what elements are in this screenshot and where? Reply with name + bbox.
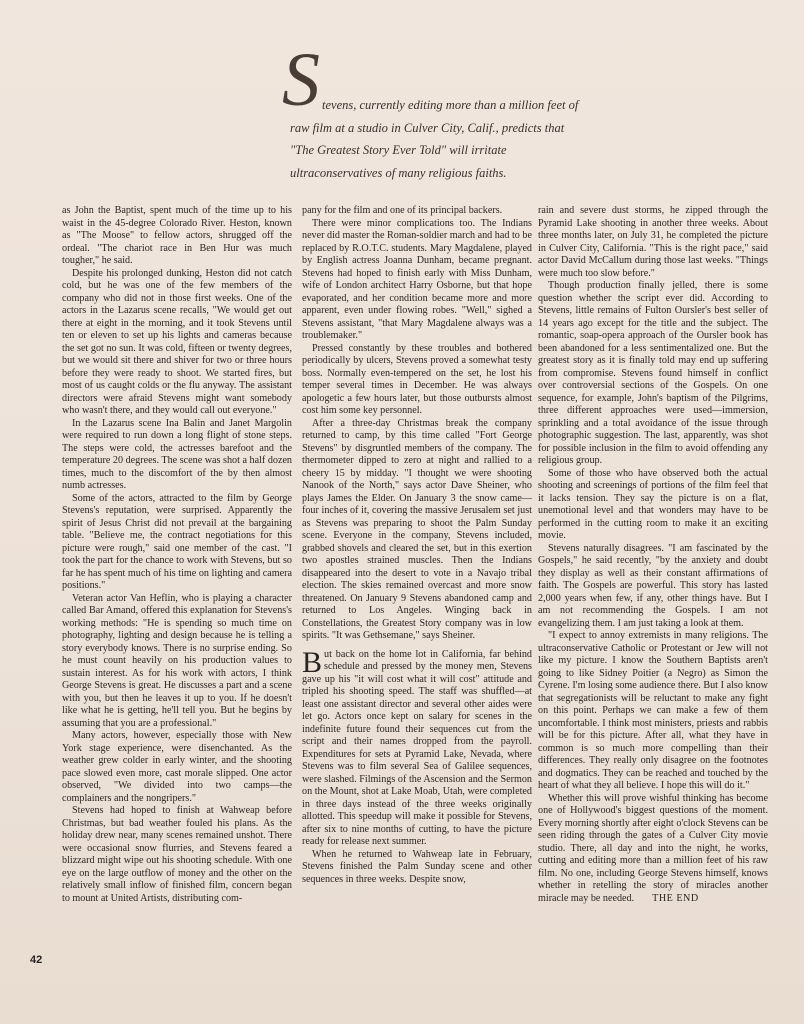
article-column-1 <box>62 205 292 960</box>
paragraph: Despite his prolonged dunking, Heston did not catch cold, but he was one of the few members of the company who did not in those first weeks. One of the actors in the Lazarus scene recalls, "We would get out there at eight in the morning, and it took Stevens until ten or eleven to set up his lights and cameras because the set got no sun. It was cold, fifteen or twenty degrees, but we would sit there and shiver for two or three hours before they were ready to shoot. We started fires, but most of us caught colds or the flu anyway. The assistant directors were afraid Stevens might want somebody who wasn't there, and they would call out everyone." <box>62 267 292 416</box>
paragraph-text: Whether this will prove wishful thinking has become one of Hollywood's biggest questions of the moment. Every morning shortly after eight o'clock Stevens can be seen riding through the gates of a Culver City movie studio. There, all day and into the night, he works, cutting and editing more than a million feet of his raw film. No one, including George Stevens himself, knows whether in retelling the story of miracles another miracle may be needed. <box>538 792 768 904</box>
paragraph: rain and severe dust storms, he zipped through the Pyramid Lake shooting in another three weeks. About three months later, on July 31, he completed the picture in Culver City, California. "This is the right pace," said actor David McCallum during those last weeks. "Things were much too slow before." <box>538 205 768 279</box>
paragraph-text: ut back on the home lot in California, far behind schedule and pressed by the money men, Stevens gave up his "it will cost what it will cost" attitude and tripled his shooting speed. The staff was shuffled—at least one assistant director and several other aides were let go. Actors once kept on salary for scenes in the indefinite future found their sequences cut from the script and their names dropped from the payroll. Expenditures for sets at Pyramid Lake, Nevada, where Stevens was to film several Sea of Galilee sequences, were slashed. Filmings of the Ascension and the Sermon on the Mount, shot at Lake Moab, Utah, were completed in three days instead of the three weeks originally allotted. This speedup will make it possible for Stevens, after six to nine months of cutting, to have the picture ready for release next summer. <box>302 648 532 847</box>
paragraph: There were minor complications too. The Indians never did master the Roman-soldier march and had to be replaced by R.O.T.C. students. Mary Magdalene, played by English actress Joanna Dunham, became pregnant. Stevens had hoped to finish early with Miss Dunham, wife of London architect Harry Osborne, but that hope evaporated, and her condition became more and more apparent, even under flowing robes. "Well," sighed a Stevens assistant, "that Mary Magdalene always was a troublemaker." <box>302 217 532 341</box>
paragraph: Pressed constantly by these troubles and bothered periodically by ulcers, Stevens proved a somewhat testy boss. Normally even-tempered on the set, he lost his temper several times in December. He was always apologetic a few hours later, but those outbursts almost cost him some key personnel. <box>302 342 532 416</box>
article-column-2 <box>302 205 532 960</box>
paragraph <box>538 793 768 906</box>
paragraph: Veteran actor Van Heflin, who is playing a character called Bar Amand, offered this explanation for Stevens's working methods: "He is spending so much time on photography, lighting and design because he is telling a story everybody knows. There is no surprise ending. So he must count heavily on his production values to sustain interest. As for his work with actors, I think George Stevens is great. He discusses a part and a scene with you, but then he leaves it up to you. If he doesn't like what he is getting, he'll tell you. But he begins by assuming that you are a professional." <box>62 592 292 729</box>
pull-quote-text: tevens, currently editing more than a million feet of raw film at a studio in Culver City, Calif., predicts that "The Greatest Story Ever Told" will irritate ultraconservatives of many religious faiths. <box>290 98 579 180</box>
paragraph: Stevens had hoped to finish at Wahweap before Christmas, but bad weather fouled his plans. As the holiday drew near, many scenes remained unshot. There were occasional snow flurries, and Stevens feared a blizzard might wipe out his shooting schedule. With one eye on the large outflow of money and the other on the relatively small inflow of finished film, concern began to mount at United Artists, distributing com- <box>62 805 292 904</box>
the-end-mark: THE END <box>652 892 699 904</box>
paragraph: Many actors, however, especially those with New York stage experience, were disenchanted. As the weather grew colder in early winter, and the shooting pace slowed even more, cast morale slipped. One actor observed, "We divided into two camps—the complainers and the nongripers." <box>62 730 292 804</box>
paragraph: Some of the actors, attracted to the film by George Stevens's reputation, were surprised. Apparently the spirit of Jesus Christ did not prevail at the bargaining table. "Believe me, the contract negotiations for this picture were rough," said one member of the cast. "I took the part for the chance to work with Stevens, but so far he has spent much of his time on lighting and camera positions." <box>62 492 292 591</box>
paragraph: pany for the film and one of its principal backers. <box>302 205 503 216</box>
paragraph: "I expect to annoy extremists in many religions. The ultraconservative Catholic or Protestant or Jew will not like my picture. I know the Southern Baptists aren't going to like Sidney Poitier (a Negro) as Simon the Cyrene. I'm losing some audience there. But I also know that segregationists will be reluctant to make any fight on this point. Perhaps we can make a few of them uncomfortable. I think most ministers, priests and rabbis will be for this picture. After all, what they have in common is so much more compelling than their differences. They really only disagree on the footnotes and dogmatics. They can be reached and touched by the heart of what they all believe. I hope this will do it." <box>538 630 768 791</box>
section-dropcap: B <box>302 645 323 679</box>
paragraph: as John the Baptist, spent much of the time up to his waist in the 45-degree Colorado River. Heston, known as "The Moose" to fellow actors, shrugged off the ordeal. "The chariot race in Ben Hur was much tougher," he said. <box>62 205 292 266</box>
paragraph: Stevens naturally disagrees. "I am fascinated by the Gospels," he said recently, "by the anxiety and doubt they display as well as their constant affirmations of faith. The Gospels are powerful. This story has lasted 2,000 years when few, if any, other things have. But I am not recommending the Gospels. I am not evangelizing them. I am just taking a look at them. <box>538 542 768 629</box>
pull-quote-dropcap: S <box>282 38 320 122</box>
article-column-3 <box>538 205 768 960</box>
page-number: 42 <box>30 954 43 966</box>
paragraph: Though production finally jelled, there is some question whether the script ever did. According to Stevens, little remains of Fulton Oursler's best seller of 14 years ago except for the title and the subject. The romantic, soap-opera approach of the Oursler book has been abandoned for a less sentimentalized one. But the greatest story as it is finally told may end up suffering from compromise. Stevens found himself in conflict over controversial sections of the Gospels. On one sequence, for example, John's baptism of the Pilgrims, three different approaches were used—immersion, sprinkling and a total avoidance of the issue through photographic suggestion. The last, apparently, was shot for possible inclusion in the film to avoid offending any religious group. <box>538 280 768 466</box>
paragraph: After a three-day Christmas break the company returned to camp, by this time called "Fort George Stevens" by disgruntled members of the company. The thermometer dipped to zero at night and rallied to a cheery 15 by midday. "I thought we were shooting Nanook of the North," says actor Dave Sheiner, who plays James the Elder. On January 3 the snow came—four inches of it, covering the massive Jerusalem set just as Stevens was preparing to shoot the Palm Sunday scene. Everyone in the company, Stevens included, grabbed shovels and cleared the set, but in this exertion two apostles strained muscles. Then the Indians disappeared into the desert to vote in a Navajo tribal election. The skies remained overcast and more snow threatened. On January 9 Stevens abandoned camp and returned to Los Angeles. Winging back in Constellations, the Greatest Story company was in low spirits. "It was Gethsemane," says Sheiner. <box>302 417 532 641</box>
paragraph: When he returned to Wahweap late in February, Stevens finished the Palm Sunday scene and other sequences in three weeks. Despite snow, <box>302 848 532 885</box>
pull-quote <box>282 38 590 184</box>
paragraph: In the Lazarus scene Ina Balin and Janet Margolin were required to run down a long flight of stone steps. The steps were cold, the actresses barefoot and the temperature 20 degrees. The scene was shot a half dozen times, much to the discomfort of the by then almost numb actresses. <box>62 417 292 491</box>
paragraph: Some of those who have observed both the actual shooting and screenings of portions of the film feel that it lacks tension. They say the picture is on a flat, unemotional level and that wonders may have to be performed in the cutting room to make it an exciting movie. <box>538 467 768 541</box>
paragraph-with-dropcap <box>302 645 532 849</box>
